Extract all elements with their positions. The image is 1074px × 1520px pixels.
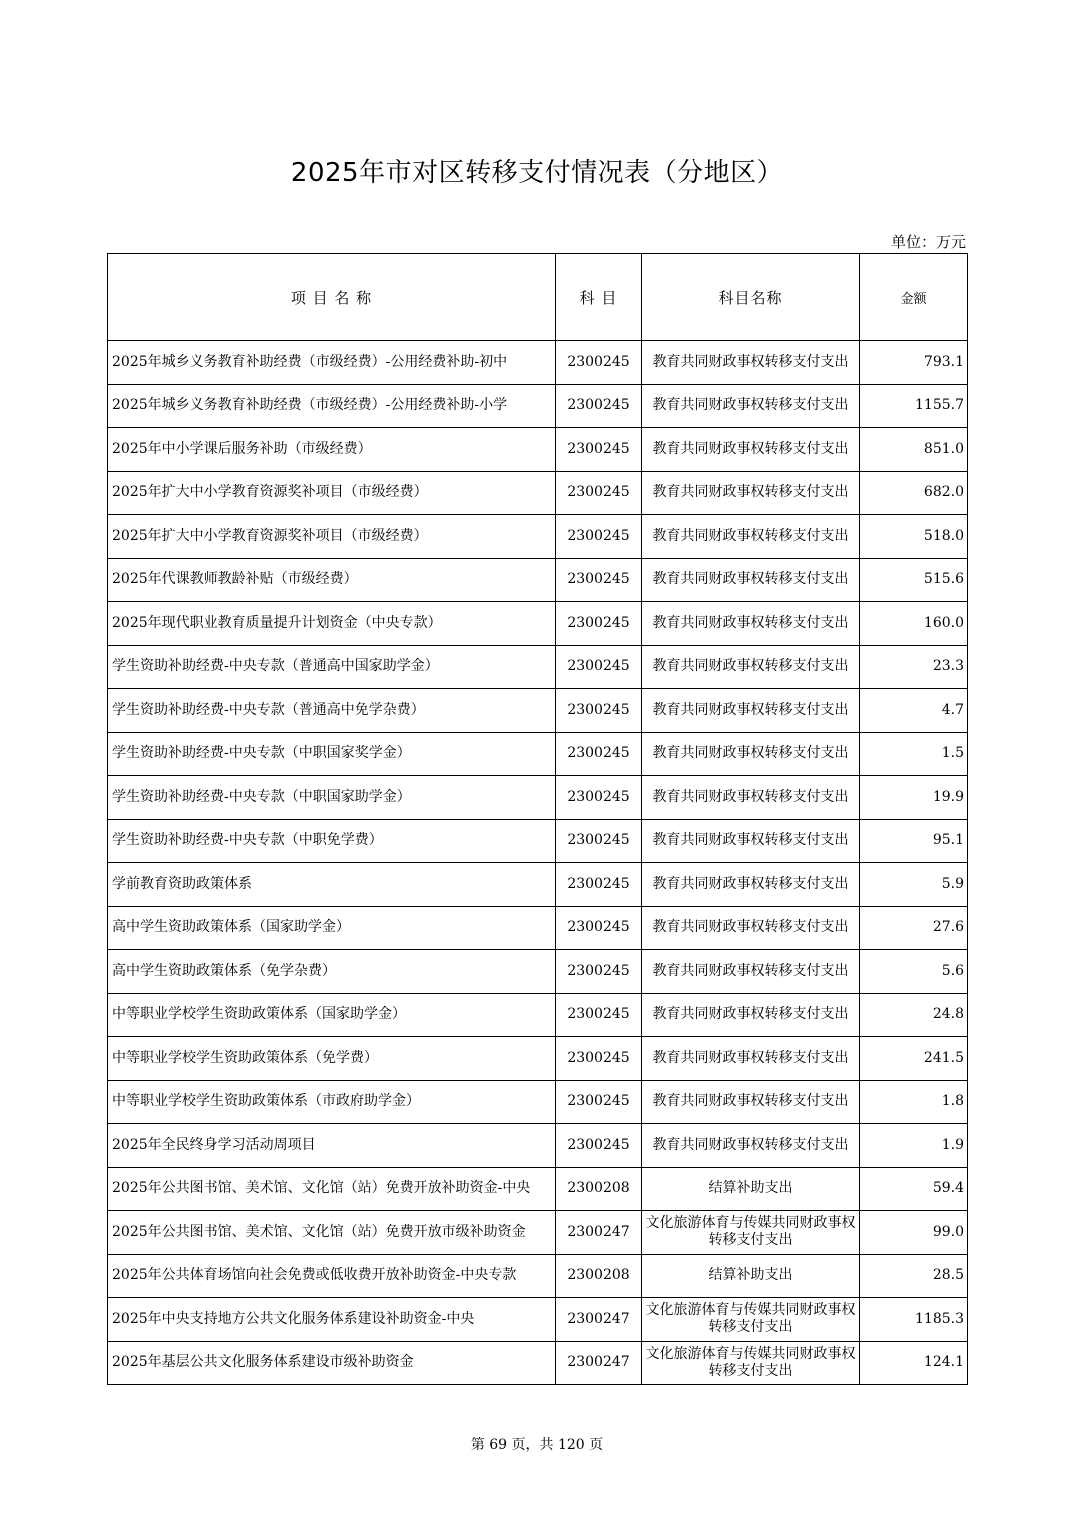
table-row [108, 1037, 968, 1081]
table-row [108, 1124, 968, 1168]
amount-cell: 682.0 [860, 471, 968, 515]
subject-code-cell: 2300245 [556, 1037, 642, 1081]
amount-cell: 1.5 [860, 732, 968, 776]
item-name-cell: 2025年公共图书馆、美术馆、文化馆（站）免费开放补助资金-中央 [108, 1167, 556, 1211]
item-name-cell: 2025年扩大中小学教育资源奖补项目（市级经费） [108, 515, 556, 559]
table-row [108, 950, 968, 994]
subject-code-cell: 2300245 [556, 558, 642, 602]
header-amount: 金额 [860, 254, 968, 341]
amount-cell: 99.0 [860, 1211, 968, 1255]
table-row [108, 341, 968, 385]
item-name-cell: 高中学生资助政策体系（免学杂费） [108, 950, 556, 994]
unit-label: 单位：万元 [890, 233, 966, 251]
subject-name-cell: 教育共同财政事权转移支付支出 [642, 863, 860, 907]
amount-cell: 124.1 [860, 1341, 968, 1385]
amount-cell: 27.6 [860, 906, 968, 950]
item-name-cell: 学前教育资助政策体系 [108, 863, 556, 907]
amount-cell: 518.0 [860, 515, 968, 559]
subject-code-cell: 2300245 [556, 776, 642, 820]
subject-name-cell: 教育共同财政事权转移支付支出 [642, 776, 860, 820]
item-name-cell: 2025年城乡义务教育补助经费（市级经费）-公用经费补助-初中 [108, 341, 556, 385]
subject-name-cell: 教育共同财政事权转移支付支出 [642, 645, 860, 689]
subject-name-cell: 教育共同财政事权转移支付支出 [642, 1037, 860, 1081]
amount-cell: 23.3 [860, 645, 968, 689]
amount-cell: 1.8 [860, 1080, 968, 1124]
amount-cell: 851.0 [860, 428, 968, 472]
amount-cell: 95.1 [860, 819, 968, 863]
table-row [108, 819, 968, 863]
table-header-row [108, 254, 968, 341]
item-name-cell: 学生资助补助经费-中央专款（中职免学费） [108, 819, 556, 863]
subject-code-cell: 2300245 [556, 515, 642, 559]
amount-cell: 4.7 [860, 689, 968, 733]
subject-code-cell: 2300245 [556, 732, 642, 776]
subject-name-cell: 教育共同财政事权转移支付支出 [642, 732, 860, 776]
item-name-cell: 学生资助补助经费-中央专款（中职国家奖学金） [108, 732, 556, 776]
subject-code-cell: 2300208 [556, 1167, 642, 1211]
subject-code-cell: 2300245 [556, 602, 642, 646]
table-row [108, 1080, 968, 1124]
subject-code-cell: 2300245 [556, 341, 642, 385]
amount-cell: 1185.3 [860, 1298, 968, 1342]
table-row [108, 689, 968, 733]
table-row [108, 1211, 968, 1255]
subject-code-cell: 2300245 [556, 471, 642, 515]
amount-cell: 793.1 [860, 341, 968, 385]
item-name-cell: 2025年中央支持地方公共文化服务体系建设补助资金-中央 [108, 1298, 556, 1342]
subject-name-cell: 文化旅游体育与传媒共同财政事权转移支付支出 [642, 1341, 860, 1385]
amount-cell: 24.8 [860, 993, 968, 1037]
item-name-cell: 2025年中小学课后服务补助（市级经费） [108, 428, 556, 472]
subject-code-cell: 2300245 [556, 384, 642, 428]
subject-code-cell: 2300245 [556, 689, 642, 733]
amount-cell: 1.9 [860, 1124, 968, 1168]
subject-code-cell: 2300245 [556, 1124, 642, 1168]
subject-name-cell: 教育共同财政事权转移支付支出 [642, 1080, 860, 1124]
page-title: 2025年市对区转移支付情况表（分地区） [290, 158, 784, 188]
item-name-cell: 学生资助补助经费-中央专款（中职国家助学金） [108, 776, 556, 820]
subject-name-cell: 教育共同财政事权转移支付支出 [642, 428, 860, 472]
amount-cell: 5.6 [860, 950, 968, 994]
header-name: 项 目 名 称 [108, 254, 556, 341]
item-name-cell: 中等职业学校学生资助政策体系（市政府助学金） [108, 1080, 556, 1124]
subject-code-cell: 2300245 [556, 819, 642, 863]
amount-cell: 515.6 [860, 558, 968, 602]
table-row [108, 1298, 968, 1342]
transfer-table [107, 253, 968, 1385]
subject-code-cell: 2300245 [556, 1080, 642, 1124]
table-row [108, 428, 968, 472]
table-row [108, 558, 968, 602]
subject-name-cell: 文化旅游体育与传媒共同财政事权转移支付支出 [642, 1298, 860, 1342]
table-row [108, 645, 968, 689]
table-row [108, 906, 968, 950]
amount-cell: 5.9 [860, 863, 968, 907]
header-subject: 科目名称 [642, 254, 860, 341]
table-row [108, 602, 968, 646]
subject-name-cell: 结算补助支出 [642, 1167, 860, 1211]
item-name-cell: 2025年城乡义务教育补助经费（市级经费）-公用经费补助-小学 [108, 384, 556, 428]
table-row [108, 384, 968, 428]
subject-code-cell: 2300208 [556, 1254, 642, 1298]
amount-cell: 241.5 [860, 1037, 968, 1081]
table-row [108, 993, 968, 1037]
subject-name-cell: 教育共同财政事权转移支付支出 [642, 819, 860, 863]
subject-name-cell: 文化旅游体育与传媒共同财政事权转移支付支出 [642, 1211, 860, 1255]
item-name-cell: 2025年基层公共文化服务体系建设市级补助资金 [108, 1341, 556, 1385]
item-name-cell: 中等职业学校学生资助政策体系（免学费） [108, 1037, 556, 1081]
subject-name-cell: 教育共同财政事权转移支付支出 [642, 689, 860, 733]
amount-cell: 28.5 [860, 1254, 968, 1298]
item-name-cell: 高中学生资助政策体系（国家助学金） [108, 906, 556, 950]
table-row [108, 776, 968, 820]
subject-code-cell: 2300247 [556, 1341, 642, 1385]
subject-name-cell: 教育共同财政事权转移支付支出 [642, 602, 860, 646]
item-name-cell: 2025年公共图书馆、美术馆、文化馆（站）免费开放市级补助资金 [108, 1211, 556, 1255]
subject-code-cell: 2300245 [556, 428, 642, 472]
table-row [108, 863, 968, 907]
table-row [108, 1167, 968, 1211]
subject-name-cell: 教育共同财政事权转移支付支出 [642, 950, 860, 994]
amount-cell: 160.0 [860, 602, 968, 646]
table-body [108, 341, 968, 1385]
amount-cell: 1155.7 [860, 384, 968, 428]
item-name-cell: 学生资助补助经费-中央专款（普通高中国家助学金） [108, 645, 556, 689]
subject-code-cell: 2300245 [556, 950, 642, 994]
item-name-cell: 2025年公共体育场馆向社会免费或低收费开放补助资金-中央专款 [108, 1254, 556, 1298]
subject-code-cell: 2300247 [556, 1298, 642, 1342]
header-code: 科 目 [556, 254, 642, 341]
subject-name-cell: 教育共同财政事权转移支付支出 [642, 1124, 860, 1168]
subject-name-cell: 教育共同财政事权转移支付支出 [642, 515, 860, 559]
subject-name-cell: 教育共同财政事权转移支付支出 [642, 341, 860, 385]
item-name-cell: 2025年扩大中小学教育资源奖补项目（市级经费） [108, 471, 556, 515]
table-row [108, 471, 968, 515]
item-name-cell: 2025年现代职业教育质量提升计划资金（中央专款） [108, 602, 556, 646]
table-row [108, 732, 968, 776]
subject-code-cell: 2300245 [556, 993, 642, 1037]
item-name-cell: 2025年代课教师教龄补贴（市级经费） [108, 558, 556, 602]
table-row [108, 515, 968, 559]
subject-name-cell: 教育共同财政事权转移支付支出 [642, 906, 860, 950]
subject-name-cell: 教育共同财政事权转移支付支出 [642, 384, 860, 428]
subject-name-cell: 教育共同财政事权转移支付支出 [642, 558, 860, 602]
subject-code-cell: 2300247 [556, 1211, 642, 1255]
subject-name-cell: 教育共同财政事权转移支付支出 [642, 993, 860, 1037]
amount-cell: 59.4 [860, 1167, 968, 1211]
subject-code-cell: 2300245 [556, 645, 642, 689]
amount-cell: 19.9 [860, 776, 968, 820]
table-row [108, 1254, 968, 1298]
subject-code-cell: 2300245 [556, 863, 642, 907]
subject-name-cell: 结算补助支出 [642, 1254, 860, 1298]
subject-code-cell: 2300245 [556, 906, 642, 950]
table-row [108, 1341, 968, 1385]
page-footer: 第 69 页，共 120 页 [470, 1437, 604, 1453]
item-name-cell: 2025年全民终身学习活动周项目 [108, 1124, 556, 1168]
item-name-cell: 学生资助补助经费-中央专款（普通高中免学杂费） [108, 689, 556, 733]
item-name-cell: 中等职业学校学生资助政策体系（国家助学金） [108, 993, 556, 1037]
subject-name-cell: 教育共同财政事权转移支付支出 [642, 471, 860, 515]
